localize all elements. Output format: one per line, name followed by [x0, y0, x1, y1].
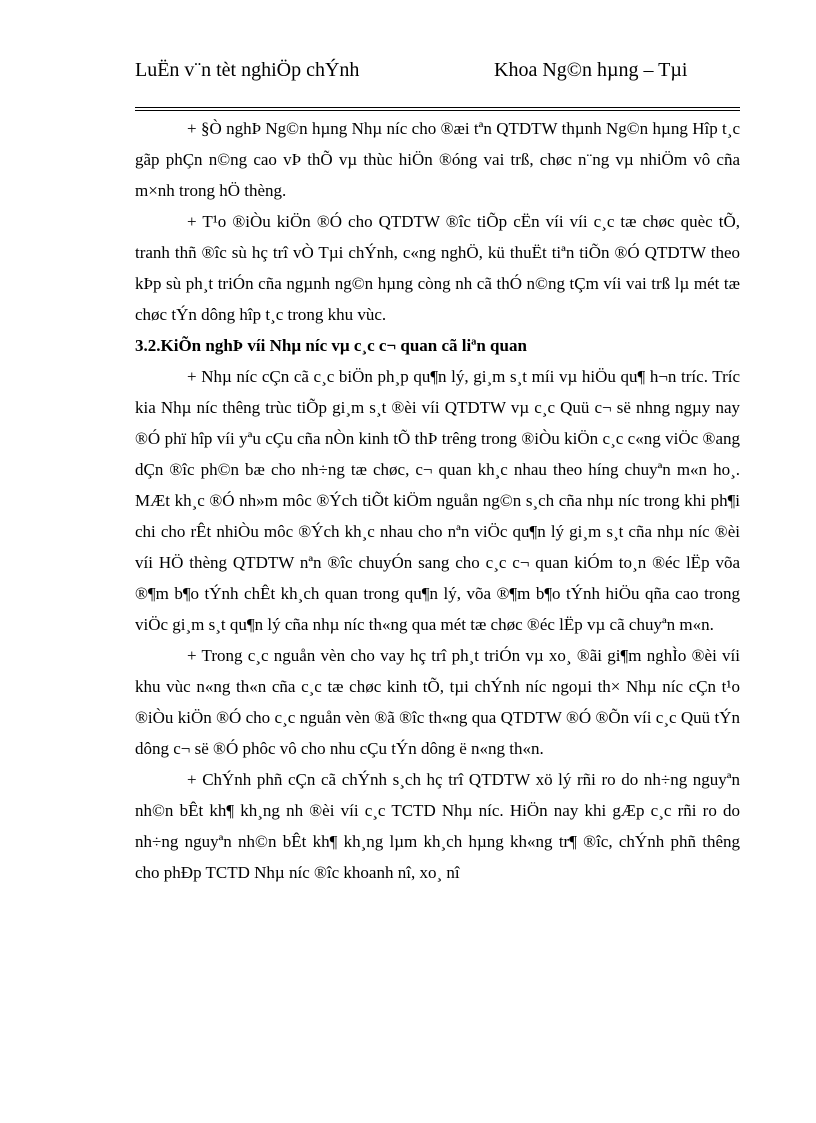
body-text — [135, 113, 740, 888]
paragraph-5: + ChÝnh phñ cÇn cã chÝnh s¸ch hç trî QTDTW xö lý rñi ro do nh÷ng nguyªn nh©n bÊt kh¶ kh¸ng nh ®èi víi c¸c TCTD Nhµ níc. HiÖn nay khi gÆp c¸c rñi ro do nh÷ng nguyªn nh©n bÊt kh¶ kh¸ng lµm kh¸ch hµng kh«ng tr¶ ®îc, chÝnh phñ thêng cho phÐp TCTD Nhµ níc ®îc khoanh nî, xo¸ nî — [135, 770, 740, 882]
header-left-title: LuËn v¨n tèt nghiÖp chÝnh — [135, 59, 360, 81]
header-rule — [135, 107, 740, 108]
paragraph-4: + Trong c¸c nguån vèn cho vay hç trî ph¸t triÓn vµ xo¸ ®ãi gi¶m nghÌo ®èi víi khu vùc n«ng th«n cña c¸c tæ chøc kinh tÕ, tµi chÝnh níc ngoµi th× Nhµ níc cÇn t¹o ®iÒu kiÖn ®Ó cho c¸c nguån vèn ®ã ®îc th«ng qua QTDTW ®Ó ®Õn víi c¸c Quü tÝn dông c¬ së ®Ó phôc vô cho nhu cÇu tÝn dông ë n«ng th«n. — [135, 646, 740, 758]
header-rule-double — [135, 110, 740, 111]
paragraph-3: + Nhµ níc cÇn cã c¸c biÖn ph¸p qu¶n lý, gi¸m s¸t míi vµ hiÖu qu¶ h¬n tríc. Tríc kia Nhµ níc thêng trùc tiÕp gi¸m s¸t ®èi víi QTDTW vµ c¸c Quü c¬ së nhng ngµy nay ®Ó phï hîp víi yªu cÇu cña nÒn kinh tÕ thÞ trêng trong ®iÒu kiÖn c¸c c«ng viÖc ®ang dÇn ®îc ph©n bæ cho nh÷ng tæ chøc, c¬ quan kh¸c nhau theo híng chuyªn m«n ho¸. MÆt kh¸c ®Ó nh»m môc ®Ých tiÕt kiÖm nguån ng©n s¸ch cña nhµ níc trong khi ph¶i chi cho rÊt nhiÒu môc ®Ých kh¸c nhau cho nªn viÖc qu¶n lý gi¸m s¸t cña nhµ níc ®èi víi HÖ thèng QTDTW nªn ®îc chuyÓn sang cho c¸c c¬ quan kiÓm to¸n ®éc lËp võa ®¶m b¶o tÝnh chÊt kh¸ch quan trong qu¶n lý, võa ®¶m b¶o tÝnh hiÖu qña cao trong viÖc gi¸m s¸t qu¶n lý cña nhµ níc th«ng qua mét tæ chøc ®éc lËp vµ cã chuyªn m«n. — [135, 367, 740, 634]
paragraph-2: + T¹o ®iÒu kiÖn ®Ó cho QTDTW ®îc tiÕp cËn víi víi c¸c tæ chøc quèc tÕ, tranh thñ ®îc sù hç trî vÒ Tµi chÝnh, c«ng nghÖ, kü thuËt tiªn tiÕn ®Ó QTDTW theo kÞp sù ph¸t triÓn cña ngµnh ng©n hµng còng nh cã thÓ n©ng tÇm víi vai trß lµ mét tæ chøc tÝn dông hîp t¸c trong khu vùc. — [135, 212, 740, 324]
paragraph-1: + §Ò nghÞ Ng©n hµng Nhµ níc cho ®æi tªn QTDTW thµnh Ng©n hµng Hîp t¸c gãp phÇn n©ng cao vÞ thÕ vµ thùc hiÖn ®óng vai trß, chøc n¨ng vµ nhiÖm vô cña m×nh trong hÖ thèng. — [135, 119, 740, 200]
section-heading: 3.2.KiÕn nghÞ víi Nhµ níc vµ c¸c c¬ quan cã liªn quan — [135, 336, 527, 355]
header-right-title: Khoa Ng©n hµng – Tµi — [494, 59, 688, 81]
